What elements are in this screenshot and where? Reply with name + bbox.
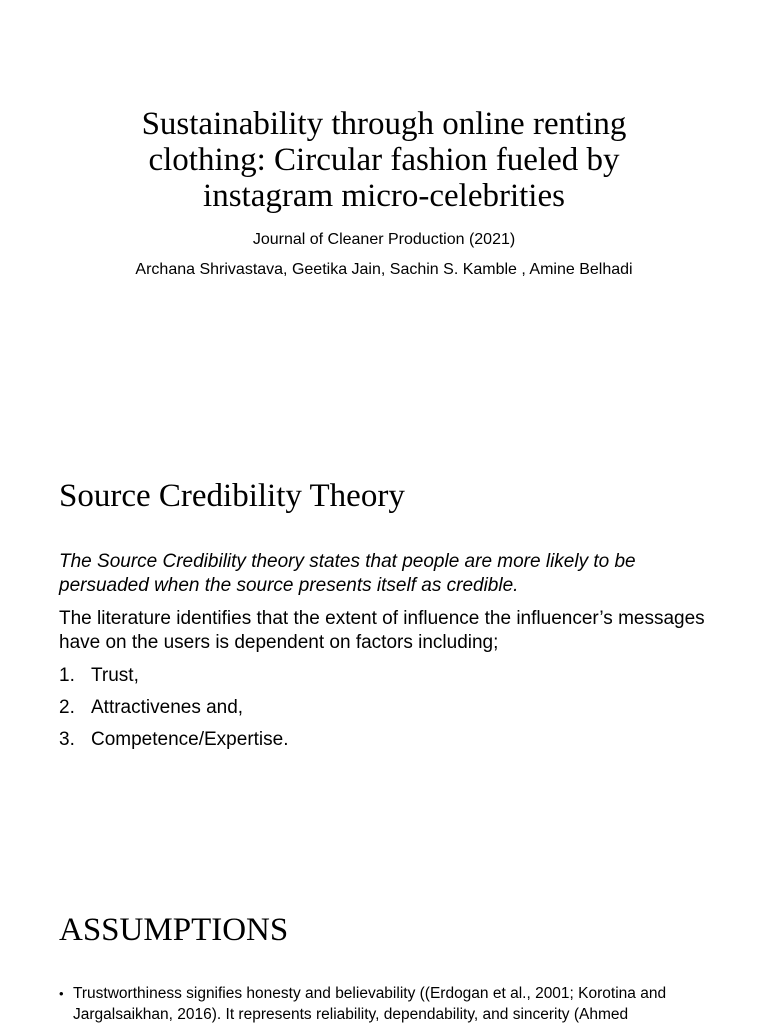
- theory-definition: The Source Credibility theory states that people are more likely to be persuaded when the source presents itself as credible.: [59, 551, 636, 596]
- literature-statement: The literature identifies that the extent of influence the influencer’s messages have on the users is dependent on factors including;: [59, 608, 705, 653]
- journal-name: Journal of Cleaner Production (2021): [252, 231, 516, 248]
- list-item: [59, 696, 289, 720]
- theory-heading: Source Credibility Theory: [59, 478, 405, 514]
- list-item: [59, 664, 289, 688]
- title-slide: [0, 0, 768, 320]
- bullet-text: Trustworthiness signifies honesty and believability ((Erdogan et al., 2001; Korotina and Jargalsaikhan, 2016). It represents reliability, dependability, and sincerity (Ahmed: [73, 985, 667, 1023]
- paper-title-line: instagram micro-celebrities: [203, 178, 565, 214]
- theory-slide: [0, 455, 768, 785]
- paper-title: [80, 106, 688, 214]
- assumptions-slide: [0, 895, 768, 1024]
- paper-title-line: clothing: Circular fashion fueled by: [148, 142, 620, 178]
- assumptions-heading: ASSUMPTIONS: [59, 912, 289, 948]
- assumption-bullet: [59, 983, 739, 1025]
- bullet-icon: •: [59, 986, 64, 1001]
- author-list: Archana Shrivastava, Geetika Jain, Sachin S. Kamble , Amine Belhadi: [135, 261, 633, 278]
- list-text: Attractivenes and,: [91, 697, 244, 718]
- factor-list: [59, 664, 289, 760]
- list-text: Competence/Expertise.: [91, 729, 289, 750]
- list-text: Trust,: [91, 665, 139, 686]
- list-item: [59, 728, 289, 752]
- list-number: 3.: [59, 729, 75, 750]
- paper-title-line: Sustainability through online renting: [141, 106, 627, 142]
- list-number: 1.: [59, 665, 75, 686]
- list-number: 2.: [59, 697, 75, 718]
